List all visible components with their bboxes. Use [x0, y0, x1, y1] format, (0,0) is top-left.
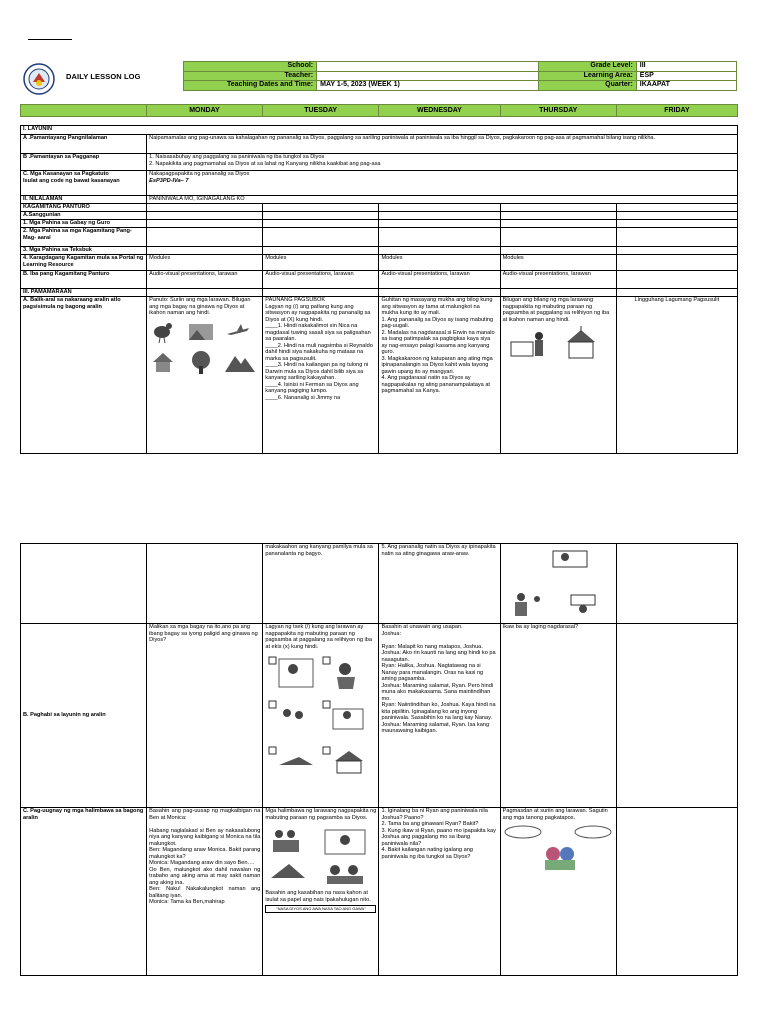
airplane-icon: [227, 324, 249, 335]
kasanayan-cell: [147, 171, 738, 196]
paghabi-thursday: Ikaw ba ay laging nagdarasal?: [500, 624, 616, 808]
karagdagang-label: 4. Karagdagang Kagamitan mula sa Portal ng Learning Resource: [21, 255, 147, 271]
lesson-table-part-2: [20, 543, 738, 976]
quarter-value: IKAAPAT: [636, 81, 736, 91]
paguugnay-tuesday: [263, 808, 379, 976]
audio-visual-monday: Audio-visual presentations, larawan: [147, 271, 263, 289]
praying-child-icon: [515, 593, 540, 616]
church-icon: [567, 326, 595, 358]
modules-monday: Modules: [147, 255, 263, 271]
teacher-label: Teacher:: [184, 71, 317, 81]
house-icon: [153, 353, 173, 372]
praying-child-icon: [327, 865, 363, 884]
page-title: DAILY LESSON LOG: [66, 72, 141, 81]
balikaral-monday: [147, 297, 263, 454]
praying-child-icon: [269, 747, 313, 765]
paghabi-tuesday-text: Lagyan ng tsek (/) kung ang larawan ay nagpapakita ng mabuting paraan ng pagsamba at paggalang sa relihiyon ng iba at ekis (x) kung hindi.: [265, 624, 372, 650]
balikaral-thursday-pictures: [500, 544, 616, 624]
paguugnay-thursday: [500, 808, 616, 976]
section-layunin: I. LAYUNIN: [21, 126, 738, 135]
pamamaraan-label: III. PAMAMARAAN: [21, 289, 147, 297]
grade-level-label: Grade Level:: [538, 62, 636, 72]
nilalaman-text: PANINIWALA MO, IGINAGALANG KO: [147, 196, 738, 204]
teksbuk-label: 3. Mga Pahina sa Teksbuk: [21, 247, 147, 255]
paghabi-tuesday: [263, 624, 379, 808]
dates-label: Teaching Dates and Time:: [184, 81, 317, 91]
day-header-blank: [21, 105, 147, 117]
gabay-label: 1. Mga Pahina sa Gabay ng Guro: [21, 220, 147, 228]
mountain-icon: [225, 356, 255, 372]
audio-visual-tuesday: Audio-visual presentations, larawan: [263, 271, 379, 289]
learning-area-label: Learning Area:: [538, 71, 636, 81]
praying-child-icon: [323, 657, 355, 689]
praying-child-icon: [325, 830, 365, 854]
pangnilalaman-label: A .Pamantayang Pangnilalaman: [21, 135, 147, 154]
praying-child-icon: [269, 657, 313, 687]
school-label: School:: [184, 62, 317, 72]
top-rule: [28, 39, 72, 40]
learning-area-value: ESP: [636, 71, 736, 81]
balikaral-monday-text: Panuto: Suriin ang mga larawan. Bilugan ang mga bagay na ginawa ng Diyos at ikahon naman ang hindi.: [149, 297, 251, 316]
praying-child-icon: [505, 826, 611, 870]
balikaral-thursday: [500, 297, 616, 454]
header-info-table: [183, 61, 737, 91]
paguugnay-tuesday-text-2: Basahin ang kasabihan na nasa kahon at isulat sa papel ang nais ipakahulugan nito.: [265, 890, 371, 903]
paghabi-wednesday: Basahin at unawain ang usapan. Joshua: Ryan: Malapit ko nang matapos, Joshua. Joshua: Ako rin kaunti na lang ang hindi ko pa nasagutan. Ryan: Halika, Joshua. Nagtatawag na si Nanay para manalangin. Oras na kasi ng aming pagsamba. Joshua: Maraming salamat, Ryan. Pero hindi muna ako makakasama. Sana maintindihan mo. Ryan: Naiintindihan ko, Joshua. Kaya hindi na kita pipilitin. Iginagalang ko ang inyong paniniwala. Sasabihin ko na lang kay Nanay. Joshua: Maraming salamat, Ryan. Isa kang maunawaing kaibigan.: [379, 624, 500, 808]
balikaral-thursday-text: Bilugan ang bilang ng mga larawang nagpapakita ng mabuting paraan ng pagsamba at paggalang sa relihiyon ng iba at ikahon naman ang hindi.: [502, 297, 610, 323]
modules-tuesday: Modules: [263, 255, 379, 271]
iba-pang-label: B. Iba pang Kagamitang Panturo: [21, 271, 147, 289]
paguugnay-wednesday: 1. Iginalang ba ni Ryan ang paniniwala nila Joshua? Paano? 2. Tama ba ang ginawani Ryan? Bakit? 3. Kung ikaw si Ryan, paano mo ipapakita kay Joshua ang paggalang mo sa ibang paniniwala nila? 4. Bakit kailangan nating igalang ang paniniwala ng iba tungkol sa Diyos?: [379, 808, 500, 976]
creation-pictures: [149, 320, 259, 376]
balikaral-label: A. Balik-aral sa nakaraang aralin atlo pagsisimula ng bagong aralin: [21, 297, 147, 454]
pangnilalaman-text: Naipamamalas ang pag-unawa sa kahalagahan ng pananalig sa Diyos, paggalang sa sariling paniniwala at paniniwala sa iba hinggil sa Diyos, pagkakaroon ng pag-asa at pagmamahal bilang isang nilikha.: [147, 135, 738, 154]
quarter-label: Quarter:: [538, 81, 636, 91]
lesson-table-part-1: [20, 125, 738, 454]
grade-level-value: III: [636, 62, 736, 72]
worship-pictures: [503, 326, 613, 366]
kasanayan-text: Nakapagpapakita ng pananalig sa Diyos: [149, 171, 250, 177]
chicken-icon: [154, 323, 172, 343]
balikaral-wednesday: Guhitan ng masayang mukha ang bilog kung ang sitwasyon ay tama at malungkot na mukha kung ito ay mali. 1. Ang pananalig sa Diyos ay isang mabuting pag-uugali. 2. Madalas na nagdarasal si Erwin na manalo sa isang patimpalak sa pagbigkas kaya siya ay nag-ensayo palagi kasama ang kanyang guro. 3. Magkakaroon ng katuparan ang ating mga ipinapanalangin sa Diyos kahit wala tayong gawin upang ito ay mangyari. 4. Ang pagdarasal natin sa Diyos ay nagpapakalas ng ating pananampalataya at pagmamahal sa Kanya.: [379, 297, 500, 454]
paghabi-monday: Malikan sa mga bagay na ito,ano pa ang ibang bagay sa iyong paligid ang ginawa ng Diyos?: [147, 624, 263, 808]
day-header-row: [20, 104, 738, 117]
day-tuesday: TUESDAY: [263, 105, 379, 117]
balikaral-tuesday: PAUNANG PAGSUBOK Lagyan ng (/) ang patlang kung ang sitwasyon ay nagpapakita ng pananalig sa Diyos at (X) kung hindi. ____1. Hindi nakakalimot sin Nica na magdasal tuwing sasali siya sa paligsahan sa paaralan. ____2. Hindi na muli nagsimba si Reynaldo dahil hindi siya nakakuha ng mataas na marka sa pagsusulit. ____3. Hindi na kailangan pa ng tulong ni Darwin mula sa Diyos dahil bilib siya sa kanyang sariling kakayahan. ____4. Isinisi ni Ferman sa Diyos ang kanyang pagiging lumpo. ____6. Nananalig si Jimmy na: [263, 297, 379, 454]
kasanayan-label: C. Mga Kasanayan sa Pagkatuto Isulat ang code ng bawat kasanayan: [21, 171, 147, 196]
modules-thursday: Modules: [500, 255, 616, 271]
deped-seal-icon: [23, 63, 55, 95]
landscape-icon: [189, 324, 213, 340]
modules-wednesday: Modules: [379, 255, 500, 271]
pagganap-label: B .Pamantayan sa Pagganap: [21, 154, 147, 171]
praying-child-icon: [271, 864, 305, 878]
kasabihan-box: "NASA DIYOS ANG AWA NASA TAO ANG GAWA": [265, 905, 376, 913]
kasanayan-code: EsP3PD-IVa– 7: [149, 177, 189, 184]
kagamitan-label: KAGAMITANG PANTURO: [21, 204, 147, 212]
thursday-worship-pictures: [503, 547, 613, 623]
tree-icon: [192, 351, 210, 374]
balikaral-wednesday-continued: 5. Ang pananalig natin sa Diyos ay ipinapakita natin sa ating ginagawa araw-araw.: [379, 544, 500, 624]
paghabi-label: B. Paghabi sa layunin ng aralin: [21, 624, 147, 808]
church-icon: [323, 747, 363, 773]
paguugnay-label: C. Pag-uugnay ng mga halimbawa sa bagong aralin: [21, 808, 147, 976]
lesson-log-header: [20, 61, 737, 97]
teacher-value: [317, 71, 539, 81]
thursday-thought-picture: [503, 824, 613, 874]
day-wednesday: WEDNESDAY: [379, 105, 500, 117]
praying-child-icon: [273, 830, 299, 852]
day-monday: MONDAY: [146, 105, 262, 117]
praying-child-icon: [323, 701, 363, 729]
day-thursday: THURSDAY: [500, 105, 616, 117]
balikaral-friday: Lingguhang Lagumang Pagsusulit: [616, 297, 737, 454]
audio-visual-wednesday: Audio-visual presentations, larawan: [379, 271, 500, 289]
nilalaman-label: II. NILALAMAN: [21, 196, 147, 204]
school-value: [317, 62, 539, 72]
praying-child-icon: [571, 595, 595, 613]
praying-child-icon: [511, 332, 543, 356]
tuesday-example-pictures: [265, 824, 375, 890]
pagganap-text: 1. Naisasabuhay ang paggalang sa paniniwala ng iba tungkol sa Diyos 2. Napakikita ang pagmamahal sa Diyos at sa lahat ng Kanyang nilikha kaakibat ang pag-asa: [147, 154, 738, 171]
paguugnay-thursday-text: Pagmasdan at suriin ang larawan. Sagutin ang mga tanong pagkatapos.: [502, 808, 608, 821]
praying-child-icon: [269, 701, 303, 719]
kagamitang-pang-label: 2. Mga Pahina sa mga Kagamitang Pang- Mag- aaral: [21, 228, 147, 247]
tuesday-worship-pictures: [265, 653, 375, 783]
dates-value: MAY 1-5, 2023 (WEEK 1): [317, 81, 539, 91]
praying-child-icon: [553, 551, 587, 567]
paguugnay-tuesday-text: Mga halimbawa ng larawang nagpapakita ng mabuting paraan ng pagsamba sa Diyos.: [265, 808, 377, 821]
balikaral-tuesday-continued: makakaahon ang kanyang pamilya mula sa pananalanta ng bagyo.: [263, 544, 379, 624]
audio-visual-thursday: Audio-visual presentations, larawan: [500, 271, 616, 289]
sanggunian-label: A.Sanggunian: [21, 212, 147, 220]
paguugnay-monday: Basahin ang pag-uusap ng magkaibigan na Ben at Monica: Habang naglalakad si Ben ay nakasalubong niya ang kanyang kaibigang si Monica na tila malungkot. Ben: Magandang araw Monica. Bakit parang malungkot ka? Monica: Magandang araw din sayo Ben…. Oo Ben, malungkot ako dahil nawalan ng trabaho ang aking ama at may sakit naman ang aking ina. Ben: Naku! Nakakalungkot naman ang balitang iyan. Monica: Tama ka Ben,mahirap: [147, 808, 263, 976]
day-friday: FRIDAY: [616, 105, 737, 117]
